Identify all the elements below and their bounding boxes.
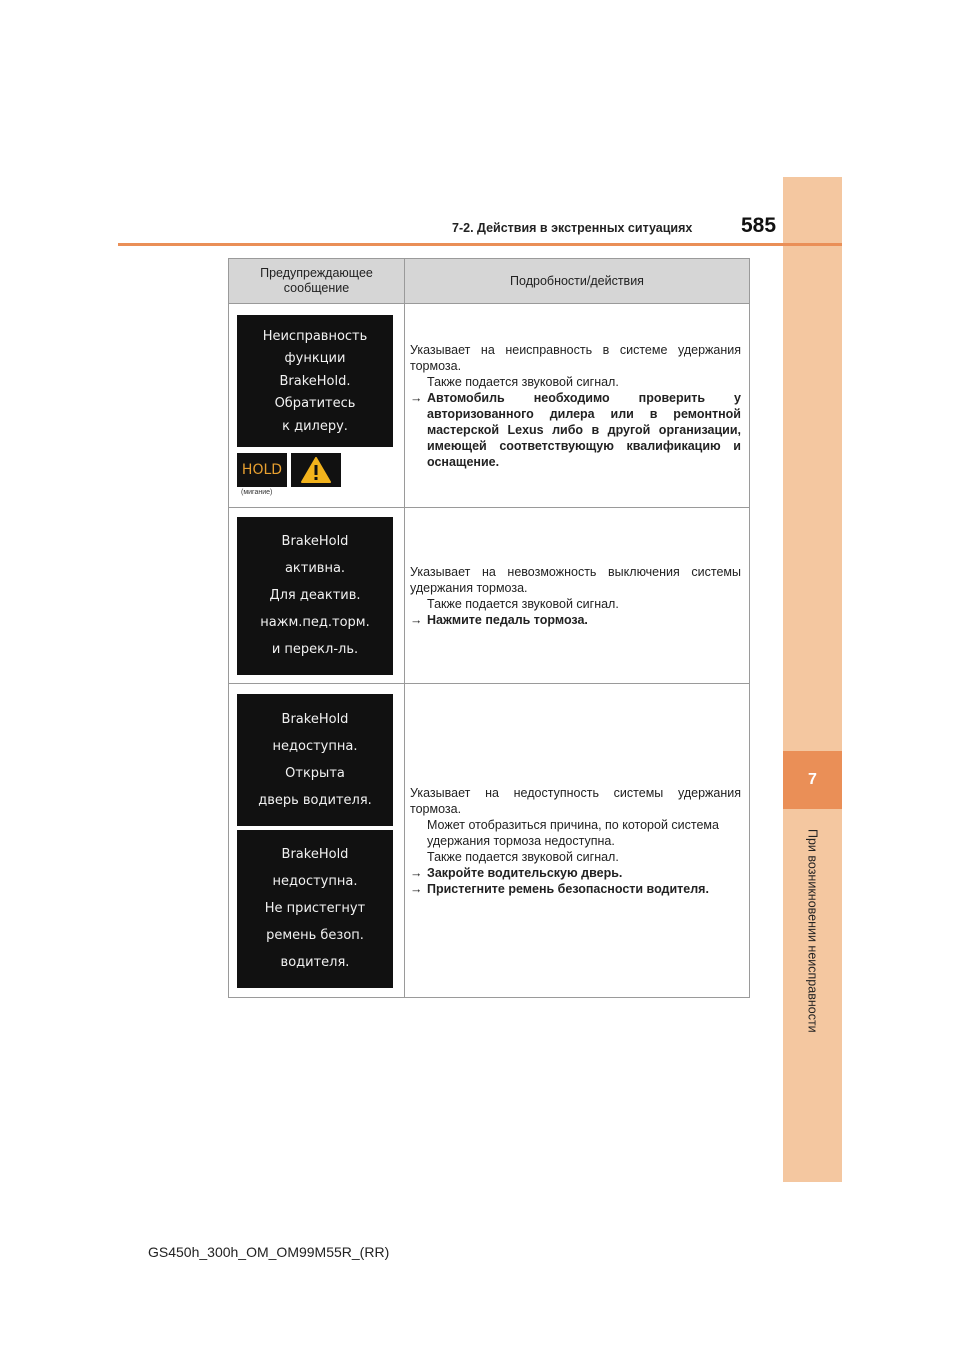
details-cell: [405, 508, 750, 684]
arrow-icon: →: [410, 390, 423, 405]
screen-line: функции: [284, 351, 346, 366]
details-cell: [405, 684, 750, 998]
section-title: 7-2. Действия в экстренных ситуациях: [452, 221, 693, 235]
message-cell: [229, 304, 405, 508]
header-rule: [118, 243, 842, 246]
table-row: [229, 508, 750, 684]
note-text: Также подается звуковой сигнал.: [427, 849, 619, 864]
table-header-row: [229, 259, 750, 304]
message-cell: [229, 684, 405, 998]
screen-line: недоступна.: [272, 738, 358, 754]
arrow-icon: →: [410, 881, 423, 896]
header-details: Подробности/действия: [405, 259, 750, 304]
screen-line: нажм.пед.торм.: [260, 614, 370, 630]
description-text: Указывает на недоступность системы удержания тормоза.: [410, 785, 741, 816]
chapter-number-badge: 7: [783, 751, 842, 809]
screen-line: BrakeHold: [281, 847, 349, 863]
display-screen: [237, 315, 393, 447]
arrow-icon: →: [410, 865, 423, 880]
note-text: Может отобразиться причина, по которой система удержания тормоза недоступна.: [427, 817, 719, 848]
table-row: [229, 684, 750, 998]
screen-line: BrakeHold.: [279, 373, 351, 389]
screen-line: Для деактив.: [269, 587, 361, 603]
screen-line: активна.: [284, 561, 346, 577]
display-screen: [237, 517, 393, 675]
description-text: Указывает на невозможность выключения системы удержания тормоза.: [410, 564, 741, 595]
action-text: Автомобиль необходимо проверить у авторизованного дилера или в ремонтной мастерской Lexus либо в другой организации, имеющей соответствующую квалификацию и оснащение.: [427, 390, 741, 469]
note-text: Также подается звуковой сигнал.: [427, 374, 619, 389]
table-row: [229, 304, 750, 508]
blinking-note: (мигание): [241, 489, 273, 496]
indicator-icons: [237, 453, 404, 487]
action-item: [410, 865, 741, 881]
screen-line: Открыта: [285, 765, 345, 781]
details-cell: [405, 304, 750, 508]
header-message: Предупреждающее сообщение: [229, 259, 405, 304]
document-code: GS450h_300h_OM_OM99M55R_(RR): [148, 1244, 390, 1260]
screen-line: недоступна.: [272, 874, 358, 890]
screen-line: и перекл-ль.: [271, 641, 359, 657]
display-screen: [237, 694, 393, 826]
screen-line: водителя.: [280, 954, 350, 970]
display-screen: [237, 830, 393, 988]
description-text: Указывает на неисправность в системе удержания тормоза.: [410, 342, 741, 373]
message-cell: [229, 508, 405, 684]
hold-icon: HOLD: [237, 453, 287, 487]
action-item: [410, 612, 741, 628]
screen-line: к дилеру.: [282, 418, 348, 434]
action-item: [410, 390, 741, 470]
action-text: Пристегните ремень безопасности водителя.: [427, 881, 709, 896]
screen-line: ремень безоп.: [266, 927, 364, 943]
chapter-title: При возникновении неисправности: [805, 828, 820, 1033]
screen-line: Обратитесь: [274, 396, 356, 411]
warning-messages-table: [228, 258, 750, 998]
screen-line: Неисправность: [262, 328, 368, 344]
screen-line: Не пристегнут: [264, 900, 366, 916]
screen-line: BrakeHold: [281, 534, 349, 550]
action-text: Закройте водительскую дверь.: [427, 865, 623, 880]
screen-line: дверь водителя.: [258, 792, 372, 808]
warning-triangle-icon: [291, 453, 341, 487]
arrow-icon: →: [410, 612, 423, 627]
action-item: [410, 881, 741, 897]
page-number: 585: [741, 214, 777, 237]
action-text: Нажмите педаль тормоза.: [427, 612, 588, 627]
screen-line: BrakeHold: [281, 711, 349, 727]
note-text: Также подается звуковой сигнал.: [427, 596, 619, 611]
chapter-title-vertical: [783, 818, 842, 1043]
